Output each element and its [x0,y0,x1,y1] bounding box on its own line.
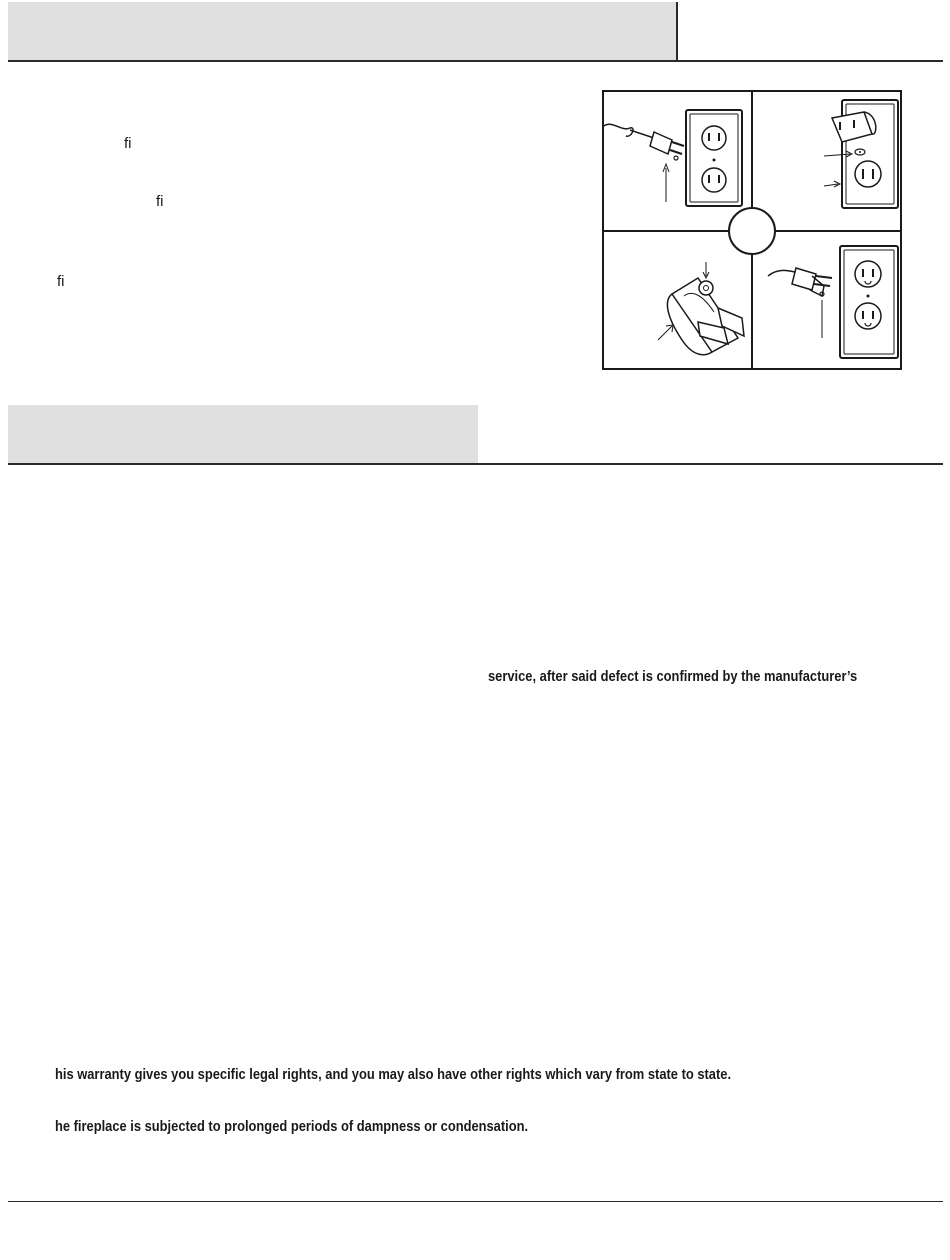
warranty-text-legal-rights: his warranty gives you specific legal rights, and you may also have other rights which vary from state to state. [55,1066,732,1083]
ligature-fragment: fi [156,193,164,210]
header-title-band [8,2,676,60]
warranty-text-dampness: he fireplace is subjected to prolonged periods of dampness or condensation. [55,1118,529,1135]
warranty-section-band [8,405,478,463]
header-divider [676,2,678,60]
grounding-plug-diagram [602,90,902,370]
warranty-section-rule [8,463,943,465]
footer-rule [8,1201,943,1202]
header-rule [8,60,943,62]
ligature-fragment: fi [57,273,65,290]
ligature-fragment: fi [124,135,132,152]
warranty-text-service: service, after said defect is confirmed by the manufacturer’s [488,668,858,685]
